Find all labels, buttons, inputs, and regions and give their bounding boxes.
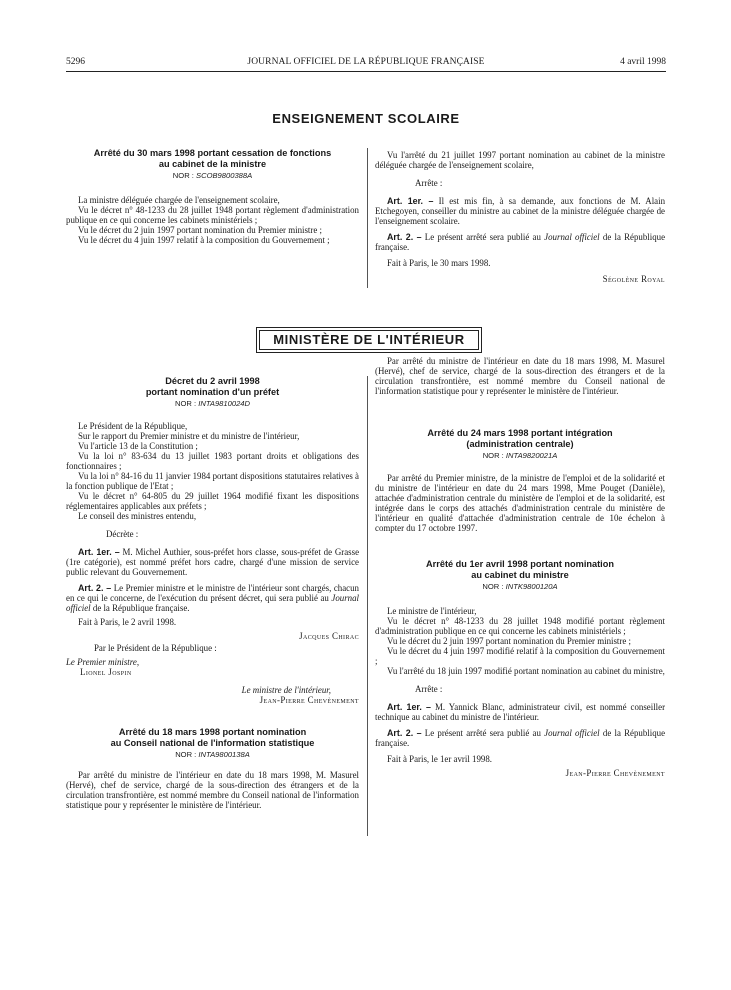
article-2 <box>375 232 665 252</box>
arrete-title-line1: Arrêté du 18 mars 1998 portant nomination <box>118 727 307 737</box>
arrete-18-mars-body-continued <box>375 356 665 406</box>
paragraph: Vu le décret du 2 juin 1997 portant nomination du Premier ministre ; <box>387 636 631 646</box>
decrete-heading: Décrète : <box>106 529 139 539</box>
nor-code: INTA9810024D <box>198 399 250 408</box>
journal-title: JOURNAL OFFICIEL DE LA RÉPUBLIQUE FRANÇAISE <box>247 57 485 67</box>
paragraph: Vu la loi n° 83-634 du 13 juillet 1983 portant droits et obligations des fonctionnaires ; <box>66 451 359 471</box>
nor-reference <box>66 171 359 181</box>
section-title-box <box>256 327 482 353</box>
paragraph: Vu l'arrêté du 21 juillet 1997 portant nomination au cabinet de la ministre déléguée chargée de l'enseignement scolaire, <box>375 150 665 170</box>
paragraph: Le ministre de l'intérieur, <box>387 606 477 616</box>
nor-reference <box>66 399 359 409</box>
article-text: M. Michel Authier, sous-préfet hors classe, sous-préfet de Grasse (1re catégorie), est nommé préfet hors cadre, chargé d'une mission de service public relevant du Gouvernement. <box>66 547 360 577</box>
arrete-24-mars-title <box>375 428 665 449</box>
paragraph: Vu le décret du 2 juin 1997 portant nomination du Premier ministre ; <box>78 225 322 235</box>
article-text: Le Premier ministre et le ministre de l'intérieur sont chargés, chacun en ce qui le concerne, de l'exécution du présent décret, qui sera publié au <box>66 583 359 603</box>
arrete-heading: Arrête : <box>415 178 443 188</box>
paragraph: Par arrêté du Premier ministre, de la ministre de l'emploi et de la solidarité et du ministre de l'intérieur en date du 24 mars 1998, Mme Pouget (Danièle), attachée d'administration centrale du ministère de l'emploi et de la solidarité, est intégrée dans le corps des attachés d'administration centrale du ministère de l'intérieur en qualité d'attachée d'administration centrale de 10e échelon à compter du 17 octobre 1997. <box>375 473 665 533</box>
done-at: Fait à Paris, le 1er avril 1998. <box>387 754 492 764</box>
article-text: M. Yannick Blanc, administrateur civil, est nommé conseiller technique au cabinet du ministre de l'intérieur. <box>375 702 666 722</box>
article-text: Il est mis fin, à sa demande, aux fonctions de M. Alain Etchegoyen, conseiller du ministre au cabinet de la ministre déléguée chargée de l'enseignement scolaire. <box>375 196 666 226</box>
article-label: Art. 1er. – <box>387 702 431 712</box>
article-1 <box>66 547 359 577</box>
article-1 <box>375 702 665 722</box>
premier-ministre-name: Lionel Jospin <box>80 667 132 677</box>
paragraph: Vu l'arrêté du 18 juin 1997 modifié portant nomination au cabinet du ministre, <box>387 666 665 676</box>
article-label: Art. 1er. – <box>78 547 120 557</box>
paragraph: Le Président de la République, <box>78 421 188 431</box>
section-title-inner-border <box>259 330 479 350</box>
issue-date: 4 avril 1998 <box>620 57 666 67</box>
article-label: Art. 2. – <box>387 728 422 738</box>
column-divider <box>367 376 368 836</box>
section2-left-column <box>66 376 360 810</box>
article-1 <box>375 196 665 226</box>
paragraph: Vu le décret du 4 juin 1997 relatif à la composition du Gouvernement ; <box>78 235 330 245</box>
arrete-title-line1: Arrêté du 1er avril 1998 portant nomination <box>426 559 614 569</box>
article-text: Le présent arrêté sera publié au <box>424 728 541 738</box>
nor-code: INTA9800138A <box>198 750 250 759</box>
arrete-30-mars-right <box>375 150 665 284</box>
paragraph: Le conseil des ministres entendu, <box>78 511 197 521</box>
arrete-18-mars-body-start <box>66 770 359 810</box>
done-at: Fait à Paris, le 30 mars 1998. <box>387 258 491 268</box>
ministre-interieur-title: Le ministre de l'intérieur, <box>241 685 331 695</box>
section-title-interieur: MINISTÈRE DE L'INTÉRIEUR <box>273 332 465 347</box>
section-title-enseignement: ENSEIGNEMENT SCOLAIRE <box>272 111 460 126</box>
nor-code: INTK9800120A <box>505 582 558 591</box>
paragraph: Vu le décret n° 48-1233 du 28 juillet 1948 portant règlement d'administration publique en ce qui concerne les cabinets ministériels ; <box>66 205 359 225</box>
nor-label: NOR : <box>175 750 197 759</box>
arrete-30-mars-title <box>66 148 359 169</box>
arrete-title-line2: au cabinet du ministre <box>471 569 569 580</box>
paragraph: Vu le décret n° 48-1233 du 28 juillet 1948 modifié portant règlement d'administration publique en ce qui concerne les cabinets ministériels ; <box>375 616 665 636</box>
section2-right-column <box>375 356 666 778</box>
column-divider <box>367 148 368 288</box>
article-text: de la République française. <box>375 232 666 252</box>
arrete-title-line1: Arrêté du 30 mars 1998 portant cessation de fonctions <box>93 148 332 158</box>
arrete-title-line1: Arrêté du 24 mars 1998 portant intégration <box>427 428 613 438</box>
journal-name: Journal officiel <box>544 728 600 738</box>
arrete-30-mars-left <box>66 148 359 245</box>
signature: Jean-Pierre Chevènement <box>565 768 665 778</box>
journal-name: Journal officiel <box>544 232 600 242</box>
journal-name: Journal officiel <box>66 593 359 613</box>
article-text: de la République française. <box>92 603 190 613</box>
premier-ministre-title: Le Premier ministre, <box>66 657 140 667</box>
paragraph: La ministre déléguée chargée de l'enseignement scolaire, <box>78 195 280 205</box>
article-text: Le présent arrêté sera publié au <box>424 232 541 242</box>
nor-label: NOR : <box>482 451 504 460</box>
article-label: Art. 1er. – <box>387 196 434 206</box>
nor-label: NOR : <box>174 399 197 408</box>
paragraph: Par arrêté du ministre de l'intérieur en date du 18 mars 1998, M. Masurel (Hervé), chef de service, chargé de la sous-direction des étrangers et de la circulation transfrontière, est nommé membre du Conseil national de l'information statistique pour y représenter le ministère de l'intérieur. <box>66 770 359 810</box>
arrete-title-line2: au Conseil national de l'information statistique <box>110 737 315 748</box>
arrete-title-line2: au cabinet de la ministre <box>158 158 267 169</box>
paragraph: Vu la loi n° 84-16 du 11 janvier 1984 portant dispositions statutaires relatives à la fonction publique de l'Etat ; <box>66 471 359 491</box>
done-at: Fait à Paris, le 2 avril 1998. <box>78 617 177 627</box>
arrete-heading: Arrête : <box>415 684 443 694</box>
article-label: Art. 2. – <box>78 583 112 593</box>
signature: Ségolène Royal <box>602 274 665 284</box>
nor-reference <box>66 750 359 760</box>
paragraph: Vu le décret n° 64-805 du 29 juillet 1964 modifié fixant les dispositions réglementaires applicables aux préfets ; <box>66 491 359 511</box>
arrete-18-mars-title <box>66 727 359 748</box>
paragraph: Vu le décret du 4 juin 1997 modifié relatif à la composition du Gouvernement ; <box>375 646 665 666</box>
nor-reference <box>375 451 665 461</box>
page-header <box>66 57 666 71</box>
decret-title-line1: Décret du 2 avril 1998 <box>165 376 260 386</box>
nor-code: SCOB9800388A <box>196 171 253 180</box>
article-2 <box>375 728 665 748</box>
decret-title <box>66 376 359 397</box>
par-le-president: Par le Président de la République : <box>94 643 217 653</box>
page-number: 5296 <box>66 57 85 67</box>
article-2 <box>66 583 359 613</box>
signature-president: Jacques Chirac <box>299 631 359 641</box>
article-label: Art. 2. – <box>387 232 422 242</box>
arrete-title-line2: (administration centrale) <box>466 438 574 449</box>
paragraph: Par arrêté du ministre de l'intérieur en date du 18 mars 1998, M. Masurel (Hervé), chef de service, chargé de la sous-direction des étrangers et de la circulation transfrontière, est nommé membre du Conseil national de l'information statistique pour y représenter le ministère de l'intérieur. <box>375 356 665 396</box>
paragraph: Vu l'article 13 de la Constitution ; <box>78 441 198 451</box>
ministre-interieur-name: Jean-Pierre Chevènement <box>259 695 359 705</box>
continued-text <box>375 356 665 396</box>
nor-reference <box>375 582 665 592</box>
nor-label: NOR : <box>172 171 194 180</box>
arrete-1-avril-title <box>375 559 665 580</box>
paragraph: Sur le rapport du Premier ministre et du ministre de l'intérieur, <box>78 431 300 441</box>
article-text: de la République française. <box>375 728 666 748</box>
nor-label: NOR : <box>482 582 504 591</box>
nor-code: INTA9820021A <box>505 451 558 460</box>
header-rule <box>66 71 666 72</box>
decret-title-line2: portant nomination d'un préfet <box>145 386 280 397</box>
